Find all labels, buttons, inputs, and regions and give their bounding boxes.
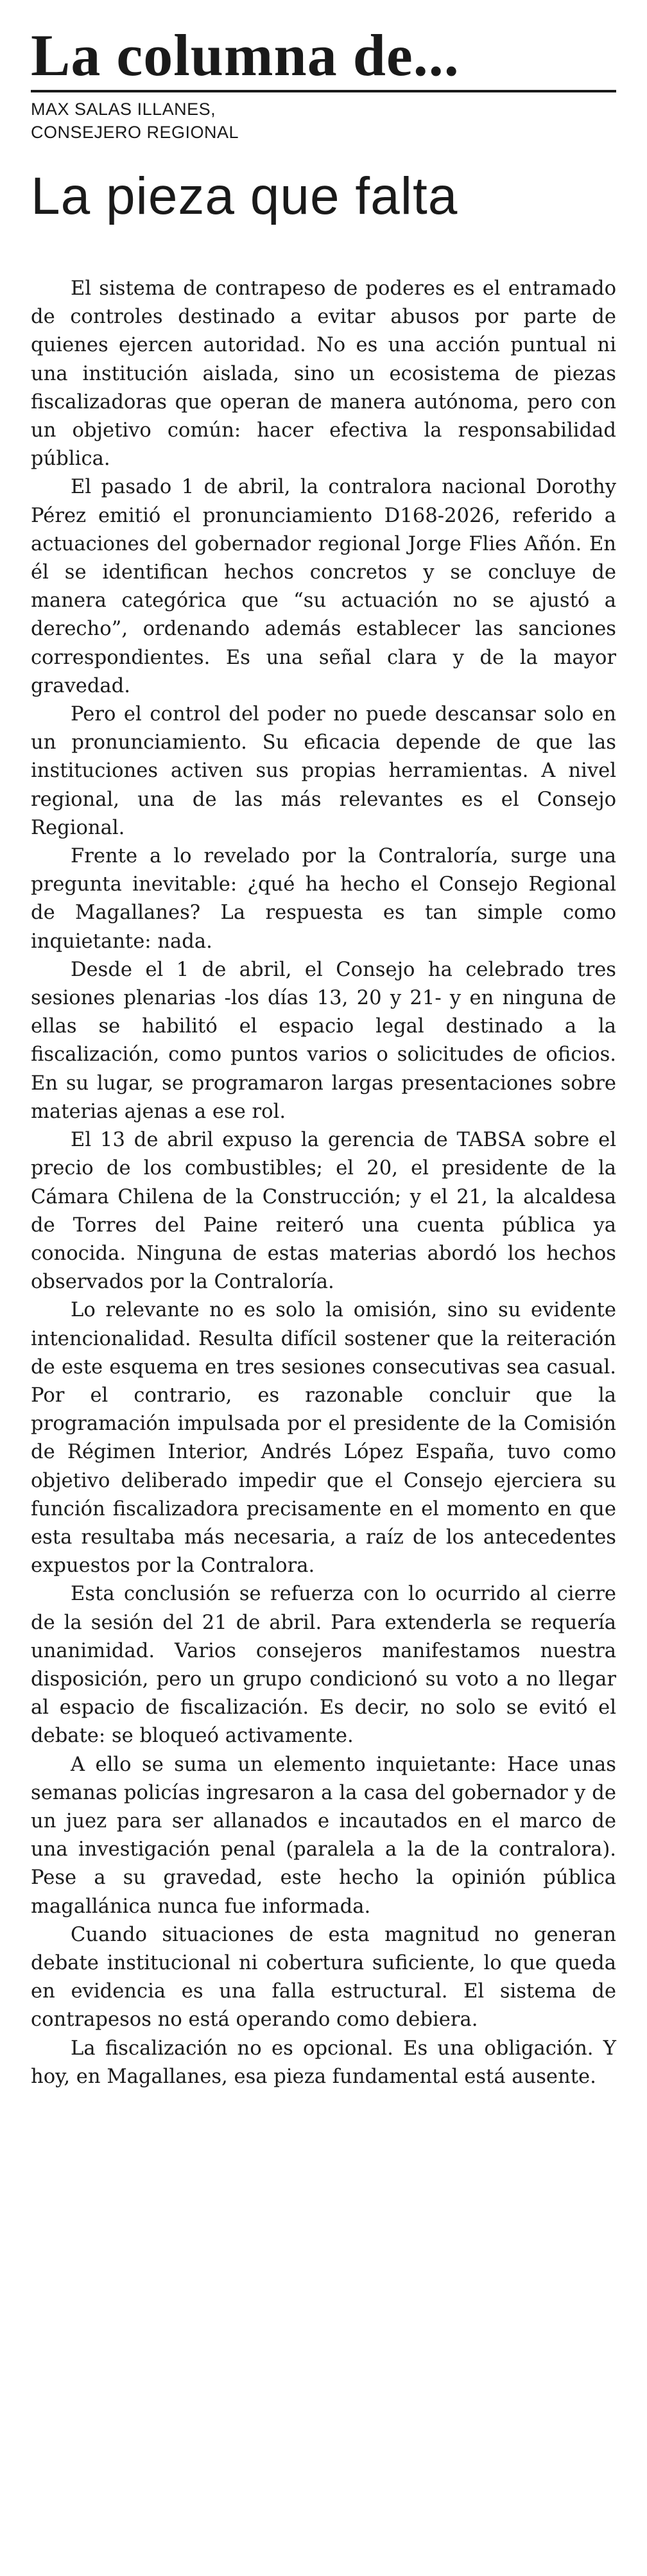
article-paragraph: El 13 de abril expuso la gerencia de TABSA sobre el precio de los combustibles; el 20, el presidente de la Cámara Chilena de la Construcción; y el 21, la alcaldesa de Torres del Paine reiteró una cuenta pública ya conocida. Ninguna de estas materias abordó los hechos observados por la Contraloría. xyxy=(31,1129,616,1294)
article-paragraph: El sistema de contrapeso de poderes es el entramado de controles destinado a evitar abusos por parte de quienes ejercen autoridad. No es una acción puntual ni una institución aislada, sino un ecosistema de piezas fiscalizadoras que operan de manera autónoma, pero con un objetivo común: hacer efectiva la responsabilidad pública. xyxy=(31,277,616,471)
section-divider xyxy=(31,90,616,92)
section-title: La columna de... xyxy=(31,22,460,88)
article-paragraph: Desde el 1 de abril, el Consejo ha celebrado tres sesiones plenarias -los días 13, 20 y 21- y en ninguna de ellas se habilitó el espacio legal destinado a la fiscalización, como puntos varios o solicitudes de oficios. En su lugar, se programaron largas presentaciones sobre materias ajenas a ese rol. xyxy=(31,958,616,1123)
article-paragraph: El pasado 1 de abril, la contralora nacional Dorothy Pérez emitió el pronunciamiento D168-2026, referido a actuaciones del gobernador regional Jorge Flies Añón. En él se identifican hechos concretos y se concluye de manera categórica que “su actuación no se ajustó a derecho”, ordenando además establecer las sanciones correspondientes. Es una señal clara y de la mayor gravedad. xyxy=(31,476,616,697)
article-paragraph: A ello se suma un elemento inquietante: Hace unas semanas policías ingresaron a la casa del gobernador y de un juez para ser allanados e incautados en el marco de una investigación penal (paralela a la de la contralora). Pese a su gravedad, este hecho la opinión pública magallánica nunca fue informada. xyxy=(31,1753,616,1918)
byline xyxy=(31,98,616,144)
article-paragraph: Cuando situaciones de esta magnitud no generan debate institucional ni cobertura suficiente, lo que queda en evidencia es una falla estructural. El sistema de contrapesos no está operando como debiera. xyxy=(31,1923,616,2032)
article-paragraph: La fiscalización no es opcional. Es una obligación. Y hoy, en Magallanes, esa pieza fundamental está ausente. xyxy=(31,2037,616,2088)
article-paragraph: Pero el control del poder no puede descansar solo en un pronunciamiento. Su eficacia depende de que las instituciones activen sus propias herramientas. A nivel regional, una de las más relevantes es el Consejo Regional. xyxy=(31,703,616,839)
article-headline: La pieza que falta xyxy=(31,167,458,225)
article-paragraph: Esta conclusión se refuerza con lo ocurrido al cierre de la sesión del 21 de abril. Para extenderla se requería unanimidad. Varios consejeros manifestamos nuestra disposición, pero un grupo condicionó su voto a no llegar al espacio de fiscalización. Es decir, no solo se evitó el debate: se bloqueó activamente. xyxy=(31,1583,616,1748)
article-body xyxy=(31,275,616,2091)
article-paragraph: Lo relevante no es solo la omisión, sino su evidente intencionalidad. Resulta difícil sostener que la reiteración de este esquema en tres sesiones consecutivas sea casual. Por el contrario, es razonable concluir que la programación impulsada por el presidente de la Comisión de Régimen Interior, Andrés López España, tuvo como objetivo deliberado impedir que el Consejo ejerciera su función fiscalizadora precisamente en el momento en que esta resultaba más necesaria, a raíz de los antecedentes expuestos por la Contralora. xyxy=(31,1299,616,1578)
byline-author: MAX SALAS ILLANES, xyxy=(31,100,216,119)
byline-role: CONSEJERO REGIONAL xyxy=(31,123,239,142)
article-paragraph: Frente a lo revelado por la Contraloría, surge una pregunta inevitable: ¿qué ha hecho el Consejo Regional de Magallanes? La respuesta es tan simple como inquietante: nada. xyxy=(31,845,616,953)
